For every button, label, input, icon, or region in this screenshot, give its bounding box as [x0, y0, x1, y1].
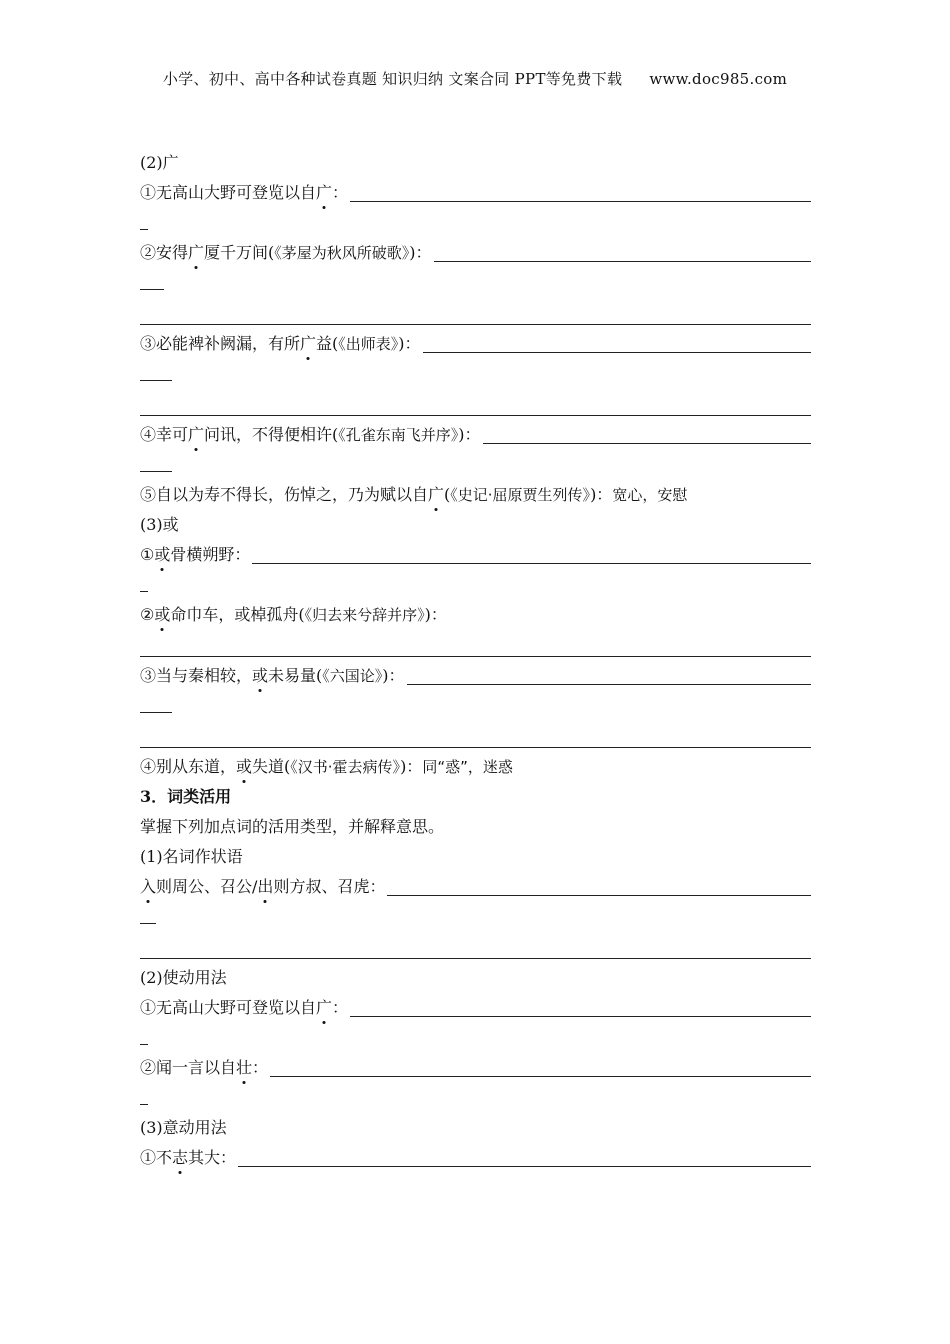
question-guang-5: ⑤自以为寿不得长，伤悼之，乃为赋以自广(《史记·屈原贾生列传》)：宽心，安慰	[140, 480, 811, 510]
question-causative-2: ②闻一言以自壮：	[140, 1053, 811, 1083]
source-title: 《归去来兮辞并序》	[304, 606, 425, 624]
dotted-char: 入	[140, 872, 156, 902]
answer-continuation[interactable]	[140, 208, 811, 238]
part-intro: 掌握下列加点词的活用类型，并解释意思。	[140, 817, 445, 836]
answer-blank[interactable]	[387, 875, 811, 896]
dotted-char: 出	[257, 872, 273, 902]
question-huo-3: ③当与秦相较，或未易量(《六国论》)：	[140, 661, 811, 691]
source-title: 《六国论》	[322, 667, 383, 685]
answer-blank[interactable]	[483, 423, 811, 444]
section-title-huo: (3)或	[140, 515, 179, 534]
question-noun-adverb: 入则周公、召公/出则方叔、召虎：	[140, 872, 811, 902]
dotted-char: 或	[252, 661, 268, 691]
question-huo-2: ②或命巾车，或棹孤舟(《归去来兮辞并序》)：	[140, 600, 811, 630]
answer-text: 宽心，安慰	[612, 486, 688, 504]
answer-blank[interactable]	[252, 543, 811, 564]
worksheet	[140, 148, 811, 1173]
answer-continuation[interactable]	[140, 902, 811, 932]
answer-blank[interactable]	[350, 181, 811, 202]
dotted-char: 广	[428, 480, 444, 510]
subsection-title: (1)名词作状语	[140, 847, 243, 866]
answer-text: 同“惑”，迷惑	[422, 758, 513, 776]
part-heading: 3．词类活用	[140, 787, 232, 806]
answer-continuation[interactable]	[140, 268, 811, 298]
dotted-char: 或	[154, 540, 170, 570]
answer-continuation[interactable]	[140, 691, 811, 721]
source-title: 《汉书·霍去病传》	[290, 758, 401, 776]
answer-continuation[interactable]	[140, 359, 811, 389]
question-putative-1: ①不志其大：	[140, 1143, 811, 1173]
answer-line[interactable]	[140, 298, 811, 325]
answer-continuation[interactable]	[140, 450, 811, 480]
answer-continuation[interactable]	[140, 1083, 811, 1113]
answer-blank[interactable]	[350, 996, 811, 1017]
dotted-char: 广	[188, 238, 204, 268]
dotted-char: 志	[172, 1143, 188, 1173]
question-causative-1: ①无高山大野可登览以自广：	[140, 993, 811, 1023]
answer-blank[interactable]	[407, 664, 811, 685]
answer-line[interactable]	[140, 630, 811, 657]
source-title: 《茅屋为秋风所破歌》	[274, 244, 410, 262]
dotted-char: 或	[236, 752, 252, 782]
answer-line[interactable]	[140, 721, 811, 748]
page-header	[0, 68, 950, 89]
dotted-char: 广	[316, 993, 332, 1023]
question-huo-1: ①或骨横朔野：	[140, 540, 811, 570]
answer-line[interactable]	[140, 932, 811, 959]
section-title-guang: (2)广	[140, 153, 179, 172]
source-title: 《出师表》	[338, 335, 399, 353]
dotted-char: 广	[188, 420, 204, 450]
source-title: 《史记·屈原贾生列传》	[450, 486, 591, 504]
question-guang-3: ③必能裨补阙漏，有所广益(《出师表》)：	[140, 329, 811, 359]
header-site: www.doc985.com	[649, 70, 788, 88]
question-guang-1: ①无高山大野可登览以自广：	[140, 178, 811, 208]
source-title: 《孔雀东南飞并序》	[338, 426, 459, 444]
dotted-char: 广	[300, 329, 316, 359]
question-huo-4: ④别从东道，或失道(《汉书·霍去病传》)：同“惑”，迷惑	[140, 752, 811, 782]
answer-line[interactable]	[140, 389, 811, 416]
answer-continuation[interactable]	[140, 1023, 811, 1053]
subsection-title: (2)使动用法	[140, 968, 227, 987]
dotted-char: 壮	[236, 1053, 252, 1083]
question-guang-2: ②安得广厦千万间(《茅屋为秋风所破歌》)：	[140, 238, 811, 268]
subsection-title: (3)意动用法	[140, 1118, 227, 1137]
answer-blank[interactable]	[270, 1056, 811, 1077]
answer-blank[interactable]	[423, 332, 811, 353]
answer-blank[interactable]	[238, 1146, 811, 1167]
dotted-char: 广	[316, 178, 332, 208]
answer-continuation[interactable]	[140, 570, 811, 600]
dotted-char: 或	[154, 600, 170, 630]
answer-blank[interactable]	[434, 241, 811, 262]
question-guang-4: ④幸可广问讯，不得便相许(《孔雀东南飞并序》)：	[140, 420, 811, 450]
header-text: 小学、初中、高中各种试卷真题 知识归纳 文案合同 PPT等免费下载	[162, 70, 623, 88]
